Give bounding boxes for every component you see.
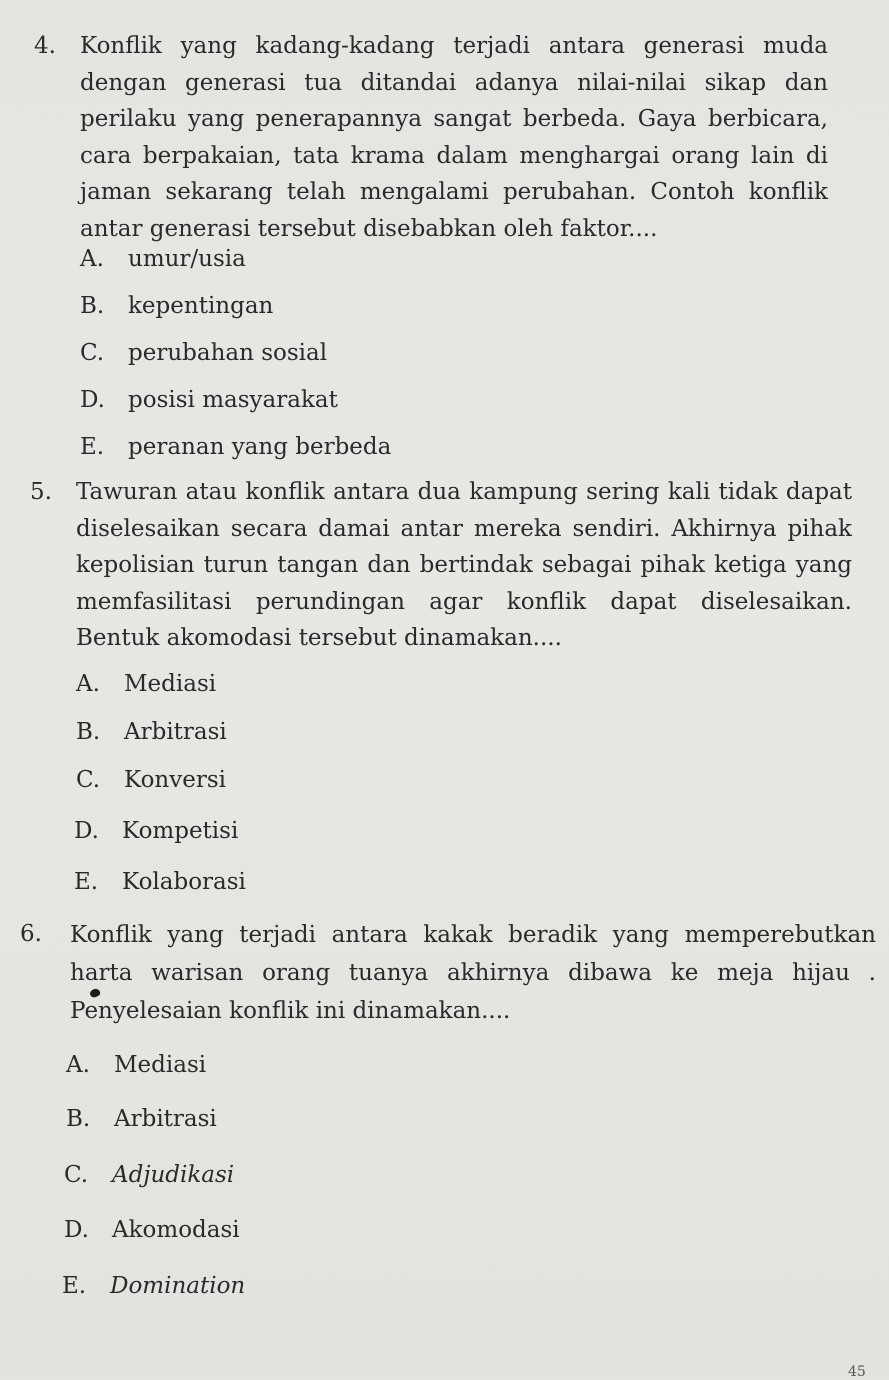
option-letter: D. xyxy=(64,1217,89,1243)
option-text: Domination xyxy=(110,1273,246,1299)
option-text: umur/usia xyxy=(128,246,246,272)
option-text: kepentingan xyxy=(128,293,274,319)
option-c xyxy=(80,338,327,368)
page-number: 45 xyxy=(848,1364,866,1380)
option-text: Arbitrasi xyxy=(124,719,227,745)
option-letter: A. xyxy=(66,1052,90,1078)
option-text: Akomodasi xyxy=(112,1217,240,1243)
option-text: Arbitrasi xyxy=(114,1106,217,1132)
option-text: posisi masyarakat xyxy=(128,387,338,413)
option-c xyxy=(64,1160,234,1190)
option-c xyxy=(76,765,226,795)
option-letter: A. xyxy=(76,671,100,697)
option-b xyxy=(76,717,227,747)
option-d xyxy=(74,816,238,846)
option-text: Konversi xyxy=(124,767,226,793)
question-text: Konflik yang terjadi antara kakak beradik yang memperebutkan harta warisan orang tuanya akhirnya dibawa ke meja hijau . Penyelesaian konflik ini dinamakan.... xyxy=(70,922,876,1024)
option-d xyxy=(64,1215,240,1245)
option-letter: C. xyxy=(76,767,101,793)
option-letter: E. xyxy=(62,1273,87,1299)
option-text: Kompetisi xyxy=(122,818,239,844)
option-text: Mediasi xyxy=(124,671,217,697)
question-number: 6. xyxy=(20,921,42,947)
option-text: Mediasi xyxy=(114,1052,207,1078)
option-letter: C. xyxy=(64,1162,89,1188)
option-a xyxy=(76,669,216,699)
option-letter: C. xyxy=(80,340,105,366)
option-letter: B. xyxy=(66,1106,91,1132)
option-text: perubahan sosial xyxy=(128,340,328,366)
option-b xyxy=(80,291,273,321)
option-text: peranan yang berbeda xyxy=(128,434,392,460)
option-letter: B. xyxy=(76,719,101,745)
option-letter: B. xyxy=(80,293,105,319)
option-e xyxy=(62,1271,245,1301)
option-e xyxy=(74,867,246,897)
option-text: Adjudikasi xyxy=(112,1162,235,1188)
option-letter: D. xyxy=(80,387,105,413)
option-letter: E. xyxy=(80,434,105,460)
question-number: 5. xyxy=(30,479,52,505)
question-text: Tawuran atau konflik antara dua kampung sering kali tidak dapat diselesaikan secara damai antar mereka sendiri. Akhirnya pihak kepolisian turun tangan dan bertindak sebagai pihak ketiga yang memfasilitasi perundingan agar konflik dapat diselesaikan. Bentuk akomodasi tersebut dinamakan.... xyxy=(76,479,852,651)
option-e xyxy=(80,432,391,462)
option-letter: D. xyxy=(74,818,99,844)
option-letter: A. xyxy=(80,246,104,272)
option-d xyxy=(80,385,338,415)
option-a xyxy=(66,1050,206,1080)
option-a xyxy=(80,244,246,274)
question-text: Konflik yang kadang-kadang terjadi antara generasi muda dengan generasi tua ditandai adanya nilai-nilai sikap dan perilaku yang penerapannya sangat berbeda. Gaya berbicara, cara berpakaian, tata krama dalam menghargai orang lain di jaman sekarang telah mengalami perubahan. Contoh konflik antar generasi tersebut disebabkan oleh faktor.... xyxy=(80,33,828,242)
option-text: Kolaborasi xyxy=(122,869,246,895)
question-number: 4. xyxy=(34,33,56,59)
option-b xyxy=(66,1104,217,1134)
option-letter: E. xyxy=(74,869,99,895)
